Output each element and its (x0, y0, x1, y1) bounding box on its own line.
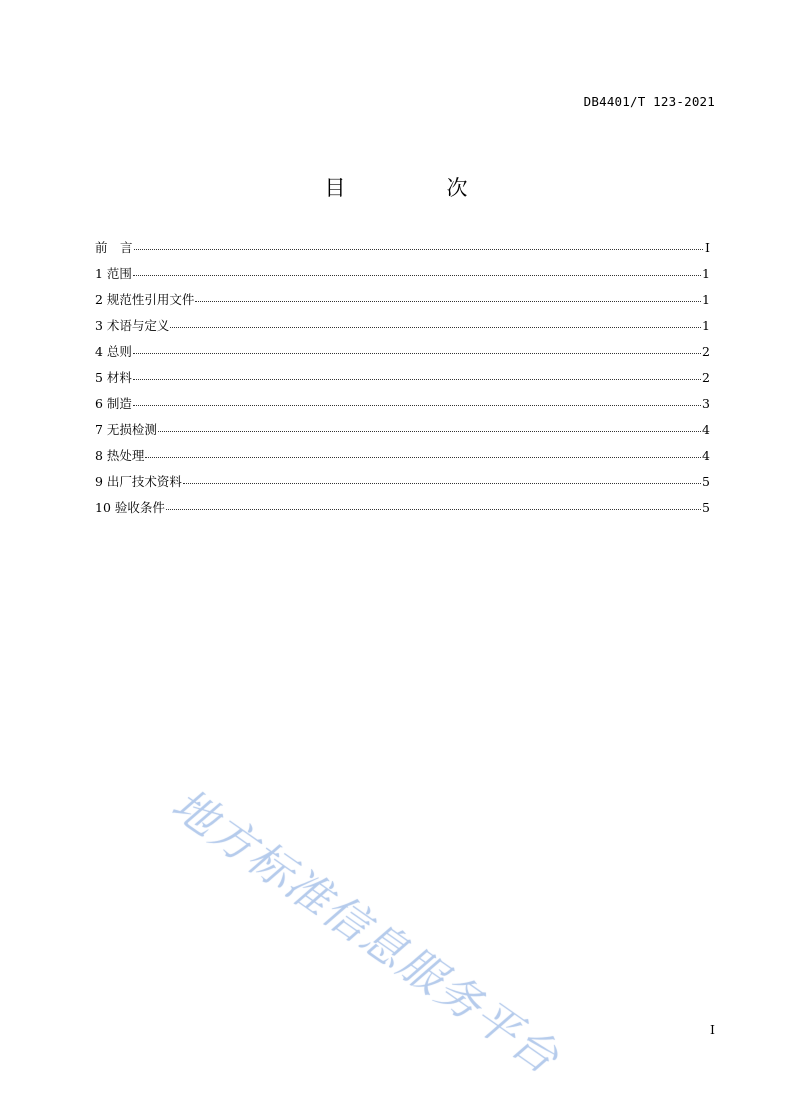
toc-entry-page: 5 (702, 500, 710, 515)
toc-leader-dots (133, 405, 701, 406)
toc-leader-dots (166, 509, 701, 510)
document-code: DB4401/T 123-2021 (583, 94, 715, 109)
toc-entry-label: 6 制造 (95, 396, 132, 411)
toc-entry-page: 3 (702, 396, 710, 411)
toc-entry-label: 8 热处理 (95, 448, 145, 463)
toc-entry-normative-references[interactable] (95, 290, 710, 316)
toc-entry-foreword[interactable] (95, 238, 710, 264)
table-of-contents (95, 238, 710, 524)
toc-entry-page: 5 (702, 474, 710, 489)
toc-entry-page: 4 (702, 422, 710, 437)
watermark-text: 地方标准信息服务平台 (162, 779, 569, 1085)
toc-entry-scope[interactable] (95, 264, 710, 290)
toc-leader-dots (195, 301, 701, 302)
toc-entry-page: 2 (702, 370, 710, 385)
toc-entry-materials[interactable] (95, 368, 710, 394)
toc-entry-label: 3 术语与定义 (95, 318, 170, 333)
toc-leader-dots (133, 275, 701, 276)
toc-leader-dots (158, 431, 701, 432)
toc-entry-terms-definitions[interactable] (95, 316, 710, 342)
toc-leader-dots (134, 249, 703, 250)
toc-entry-page: 2 (702, 344, 710, 359)
toc-entry-page: 1 (702, 318, 710, 333)
toc-entry-factory-documents[interactable] (95, 472, 710, 498)
toc-entry-heat-treatment[interactable] (95, 446, 710, 472)
toc-entry-acceptance-conditions[interactable] (95, 498, 710, 524)
toc-entry-label: 1 范围 (95, 266, 132, 281)
toc-leader-dots (170, 327, 701, 328)
toc-entry-page: I (705, 240, 710, 255)
toc-entry-label: 7 无损检测 (95, 422, 157, 437)
toc-leader-dots (183, 483, 701, 484)
toc-entry-page: 1 (702, 292, 710, 307)
toc-leader-dots (133, 379, 701, 380)
toc-entry-label: 4 总则 (95, 344, 132, 359)
toc-leader-dots (133, 353, 701, 354)
toc-entry-label: 2 规范性引用文件 (95, 292, 195, 307)
toc-title: 目 次 (324, 176, 508, 200)
toc-entry-label: 10 验收条件 (95, 500, 165, 515)
toc-entry-page: 1 (702, 266, 710, 281)
page-number: I (710, 1022, 715, 1037)
toc-entry-label: 5 材料 (95, 370, 132, 385)
toc-entry-general[interactable] (95, 342, 710, 368)
toc-entry-manufacturing[interactable] (95, 394, 710, 420)
toc-entry-label: 前 言 (95, 240, 133, 255)
toc-entry-label: 9 出厂技术资料 (95, 474, 182, 489)
toc-entry-page: 4 (702, 448, 710, 463)
toc-entry-nondestructive-testing[interactable] (95, 420, 710, 446)
toc-leader-dots (145, 457, 701, 458)
